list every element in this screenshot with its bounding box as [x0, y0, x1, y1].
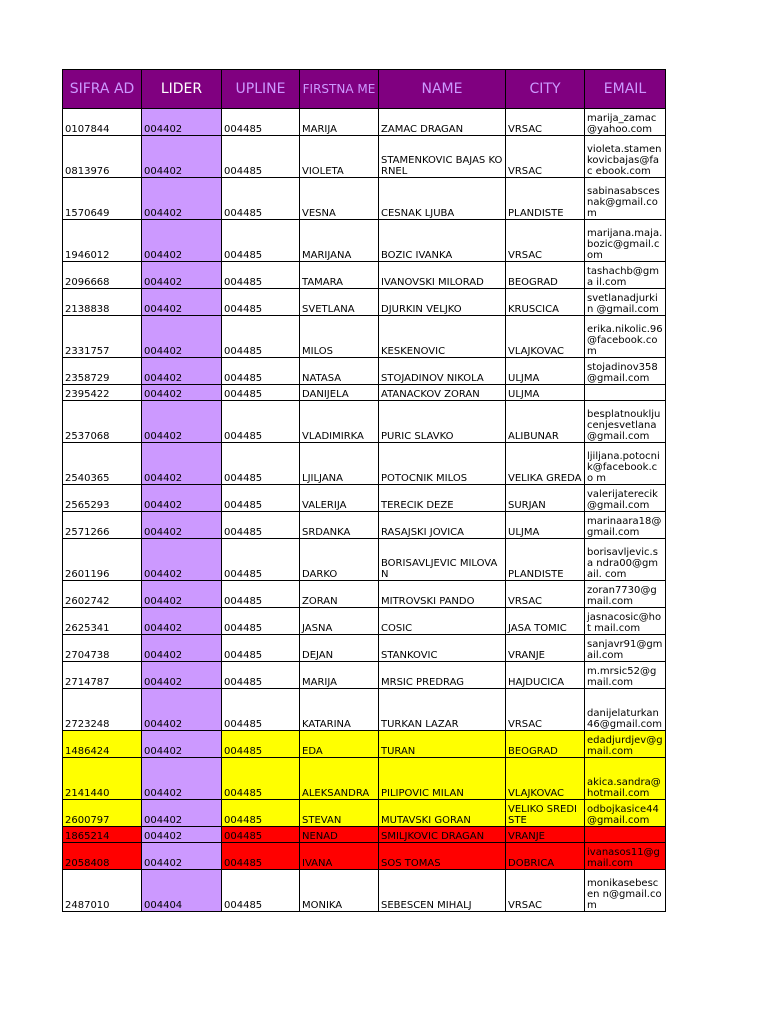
cell-email[interactable]: stojadinov358 @gmail.com	[585, 358, 666, 385]
cell-email[interactable]: erika.nikolic.96 @facebook.co m	[585, 316, 666, 358]
cell-city[interactable]: JASA TOMIC	[506, 608, 585, 635]
table-row	[63, 689, 666, 731]
cell-lider[interactable]: 004402	[142, 109, 222, 136]
cell-email[interactable]: jasnacosic@hot mail.com	[585, 608, 666, 635]
cell-email[interactable]: ivanasos11@g mail.com	[585, 843, 666, 870]
cell-name[interactable]: MRSIC PREDRAG	[379, 662, 506, 689]
cell-upline[interactable]: 004485	[222, 689, 300, 731]
cell-sifra-ad[interactable]: 2058408	[63, 843, 142, 870]
cell-email[interactable]: zoran7730@g mail.com	[585, 581, 666, 608]
cell-name[interactable]: STANKOVIC	[379, 635, 506, 662]
cell-firstname[interactable]: SVETLANA	[300, 289, 379, 316]
cell-upline[interactable]: 004485	[222, 401, 300, 443]
cell-name[interactable]: COSIC	[379, 608, 506, 635]
cell-firstname[interactable]: MARIJA	[300, 662, 379, 689]
cell-name[interactable]: SEBESCEN MIHALJ	[379, 870, 506, 912]
cell-sifra-ad[interactable]: 2565293	[63, 485, 142, 512]
cell-city[interactable]: ULJMA	[506, 358, 585, 385]
cell-upline[interactable]: 004485	[222, 870, 300, 912]
cell-upline[interactable]: 004485	[222, 539, 300, 581]
table-row	[63, 443, 666, 485]
cell-sifra-ad[interactable]: 2625341	[63, 608, 142, 635]
cell-sifra-ad[interactable]: 0813976	[63, 136, 142, 178]
cell-city[interactable]: PLANDISTE	[506, 539, 585, 581]
cell-upline[interactable]: 004485	[222, 635, 300, 662]
table-row	[63, 581, 666, 608]
cell-lider[interactable]: 004402	[142, 220, 222, 262]
cell-email[interactable]: svetlanadjurkin @gmail.com	[585, 289, 666, 316]
table-row	[63, 870, 666, 912]
cell-lider[interactable]: 004402	[142, 136, 222, 178]
header-upline[interactable]: UPLINE	[222, 70, 300, 109]
cell-firstname[interactable]: MARIJANA	[300, 220, 379, 262]
table-row	[63, 843, 666, 870]
cell-email[interactable]: sabinasabsces nak@gmail.co m	[585, 178, 666, 220]
cell-lider[interactable]: 004402	[142, 512, 222, 539]
cell-upline[interactable]: 004485	[222, 485, 300, 512]
table-row	[63, 485, 666, 512]
cell-upline[interactable]: 004485	[222, 385, 300, 401]
cell-city[interactable]: SURJAN	[506, 485, 585, 512]
cell-sifra-ad[interactable]: 2714787	[63, 662, 142, 689]
cell-email[interactable]: tashachb@gma il.com	[585, 262, 666, 289]
cell-email[interactable]: danijelaturkan 46@gmail.com	[585, 689, 666, 731]
header-email[interactable]: EMAIL	[585, 70, 666, 109]
cell-upline[interactable]: 004485	[222, 608, 300, 635]
cell-city[interactable]: BEOGRAD	[506, 262, 585, 289]
table-row	[63, 262, 666, 289]
cell-sifra-ad[interactable]: 2540365	[63, 443, 142, 485]
cell-name[interactable]: ATANACKOV ZORAN	[379, 385, 506, 401]
cell-firstname[interactable]: STEVAN	[300, 800, 379, 827]
cell-name[interactable]: PURIC SLAVKO	[379, 401, 506, 443]
cell-email[interactable]: borisavljevic.sa ndra00@gmail. com	[585, 539, 666, 581]
cell-city[interactable]: KRUSCICA	[506, 289, 585, 316]
cell-name[interactable]: KESKENOVIC	[379, 316, 506, 358]
cell-name[interactable]: TURAN	[379, 731, 506, 758]
cell-city[interactable]: VRANJE	[506, 635, 585, 662]
cell-lider[interactable]: 004402	[142, 689, 222, 731]
table-row	[63, 608, 666, 635]
table-row	[63, 662, 666, 689]
cell-email[interactable]: ljiljana.potocni k@facebook.co m	[585, 443, 666, 485]
cell-firstname[interactable]: SRDANKA	[300, 512, 379, 539]
cell-city[interactable]: DOBRICA	[506, 843, 585, 870]
cell-email[interactable]: valerijaterecik @gmail.com	[585, 485, 666, 512]
cell-sifra-ad[interactable]: 1486424	[63, 731, 142, 758]
cell-firstname[interactable]: DEJAN	[300, 635, 379, 662]
spreadsheet-table	[62, 69, 666, 912]
cell-email[interactable]: akica.sandra@ hotmail.com	[585, 758, 666, 800]
cell-lider[interactable]: 004402	[142, 385, 222, 401]
cell-lider[interactable]: 004402	[142, 289, 222, 316]
cell-city[interactable]: HAJDUCICA	[506, 662, 585, 689]
cell-city[interactable]: ULJMA	[506, 512, 585, 539]
cell-upline[interactable]: 004485	[222, 843, 300, 870]
cell-name[interactable]: MUTAVSKI GORAN	[379, 800, 506, 827]
cell-name[interactable]: TERECIK DEZE	[379, 485, 506, 512]
cell-city[interactable]: VLAJKOVAC	[506, 316, 585, 358]
cell-upline[interactable]: 004485	[222, 316, 300, 358]
cell-name[interactable]: STAMENKOVIC BAJAS KORNEL	[379, 136, 506, 178]
cell-firstname[interactable]: NATASA	[300, 358, 379, 385]
cell-sifra-ad[interactable]: 2358729	[63, 358, 142, 385]
cell-upline[interactable]: 004485	[222, 109, 300, 136]
cell-lider[interactable]: 004402	[142, 485, 222, 512]
cell-lider[interactable]: 004404	[142, 870, 222, 912]
cell-name[interactable]: SMILJKOVIC DRAGAN	[379, 827, 506, 843]
cell-name[interactable]: STOJADINOV NIKOLA	[379, 358, 506, 385]
cell-sifra-ad[interactable]: 2600797	[63, 800, 142, 827]
cell-sifra-ad[interactable]: 2537068	[63, 401, 142, 443]
cell-name[interactable]: IVANOVSKI MILORAD	[379, 262, 506, 289]
cell-lider[interactable]: 004402	[142, 539, 222, 581]
cell-name[interactable]: MITROVSKI PANDO	[379, 581, 506, 608]
cell-upline[interactable]: 004485	[222, 136, 300, 178]
cell-email[interactable]: monikasebescen n@gmail.com	[585, 870, 666, 912]
cell-sifra-ad[interactable]: 1570649	[63, 178, 142, 220]
cell-city[interactable]: BEOGRAD	[506, 731, 585, 758]
cell-name[interactable]: ZAMAC DRAGAN	[379, 109, 506, 136]
cell-upline[interactable]: 004485	[222, 443, 300, 485]
cell-email[interactable]	[585, 827, 666, 843]
cell-city[interactable]: VRSAC	[506, 581, 585, 608]
cell-email[interactable]	[585, 385, 666, 401]
table-row	[63, 731, 666, 758]
cell-lider[interactable]: 004402	[142, 843, 222, 870]
cell-city[interactable]: VLAJKOVAC	[506, 758, 585, 800]
cell-upline[interactable]: 004485	[222, 220, 300, 262]
cell-city[interactable]: ULJMA	[506, 385, 585, 401]
table-row	[63, 539, 666, 581]
cell-lider[interactable]: 004402	[142, 401, 222, 443]
cell-lider[interactable]: 004402	[142, 758, 222, 800]
table-row	[63, 401, 666, 443]
cell-lider[interactable]: 004402	[142, 662, 222, 689]
table-row	[63, 289, 666, 316]
header-name[interactable]: NAME	[379, 70, 506, 109]
cell-firstname[interactable]: KATARINA	[300, 689, 379, 731]
cell-name[interactable]: TURKAN LAZAR	[379, 689, 506, 731]
cell-upline[interactable]: 004485	[222, 178, 300, 220]
cell-city[interactable]: VELIKO SREDISTE	[506, 800, 585, 827]
cell-upline[interactable]: 004485	[222, 512, 300, 539]
cell-email[interactable]: marinaara18@ gmail.com	[585, 512, 666, 539]
cell-email[interactable]: odbojkasice44 @gmail.com	[585, 800, 666, 827]
cell-name[interactable]: BOZIC IVANKA	[379, 220, 506, 262]
cell-firstname[interactable]: VALERIJA	[300, 485, 379, 512]
cell-upline[interactable]: 004485	[222, 758, 300, 800]
cell-name[interactable]: SOS TOMAS	[379, 843, 506, 870]
header-sifra-ad[interactable]: SIFRA AD	[63, 70, 142, 109]
cell-city[interactable]: PLANDISTE	[506, 178, 585, 220]
cell-city[interactable]: VRSAC	[506, 689, 585, 731]
cell-email[interactable]: marija_zamac @yahoo.com	[585, 109, 666, 136]
cell-lider[interactable]: 004402	[142, 316, 222, 358]
cell-email[interactable]: marijana.maja. bozic@gmail.c om	[585, 220, 666, 262]
table-row	[63, 358, 666, 385]
cell-firstname[interactable]: VIOLETA	[300, 136, 379, 178]
cell-firstname[interactable]: JASNA	[300, 608, 379, 635]
table-row	[63, 512, 666, 539]
cell-sifra-ad[interactable]: 2571266	[63, 512, 142, 539]
cell-sifra-ad[interactable]: 2141440	[63, 758, 142, 800]
cell-upline[interactable]: 004485	[222, 581, 300, 608]
cell-sifra-ad[interactable]: 2601196	[63, 539, 142, 581]
cell-firstname[interactable]: MONIKA	[300, 870, 379, 912]
cell-sifra-ad[interactable]: 0107844	[63, 109, 142, 136]
cell-email[interactable]: m.mrsic52@g mail.com	[585, 662, 666, 689]
table-row	[63, 220, 666, 262]
cell-lider[interactable]: 004402	[142, 635, 222, 662]
header-city[interactable]: CITY	[506, 70, 585, 109]
table-row	[63, 316, 666, 358]
cell-firstname[interactable]: DARKO	[300, 539, 379, 581]
table-row	[63, 827, 666, 843]
cell-sifra-ad[interactable]: 2331757	[63, 316, 142, 358]
cell-firstname[interactable]: VLADIMIRKA	[300, 401, 379, 443]
table-row	[63, 385, 666, 401]
cell-city[interactable]: VRSAC	[506, 220, 585, 262]
table-row	[63, 109, 666, 136]
cell-name[interactable]: DJURKIN VELJKO	[379, 289, 506, 316]
cell-firstname[interactable]: TAMARA	[300, 262, 379, 289]
cell-name[interactable]: BORISAVLJEVIC MILOVAN	[379, 539, 506, 581]
cell-firstname[interactable]: EDA	[300, 731, 379, 758]
table-row	[63, 800, 666, 827]
cell-firstname[interactable]: ZORAN	[300, 581, 379, 608]
header-firstname[interactable]: FIRSTNA ME	[300, 70, 379, 109]
cell-sifra-ad[interactable]: 2704738	[63, 635, 142, 662]
table-row	[63, 178, 666, 220]
cell-firstname[interactable]: LJILJANA	[300, 443, 379, 485]
cell-sifra-ad[interactable]: 2138838	[63, 289, 142, 316]
cell-sifra-ad[interactable]: 2395422	[63, 385, 142, 401]
cell-lider[interactable]: 004402	[142, 608, 222, 635]
cell-lider[interactable]: 004402	[142, 800, 222, 827]
cell-lider[interactable]: 004402	[142, 581, 222, 608]
cell-lider[interactable]: 004402	[142, 827, 222, 843]
cell-name[interactable]: RASAJSKI JOVICA	[379, 512, 506, 539]
header-lider[interactable]: LIDER	[142, 70, 222, 109]
table-row	[63, 136, 666, 178]
cell-firstname[interactable]: DANIJELA	[300, 385, 379, 401]
cell-upline[interactable]: 004485	[222, 289, 300, 316]
cell-upline[interactable]: 004485	[222, 358, 300, 385]
cell-sifra-ad[interactable]: 2723248	[63, 689, 142, 731]
table-body	[63, 109, 666, 912]
cell-sifra-ad[interactable]: 2602742	[63, 581, 142, 608]
cell-lider[interactable]: 004402	[142, 358, 222, 385]
cell-sifra-ad[interactable]: 2096668	[63, 262, 142, 289]
header-row	[63, 70, 666, 109]
cell-upline[interactable]: 004485	[222, 731, 300, 758]
cell-email[interactable]: violeta.stamen kovicbajas@fac ebook.com	[585, 136, 666, 178]
cell-city[interactable]: VRSAC	[506, 870, 585, 912]
cell-sifra-ad[interactable]: 1946012	[63, 220, 142, 262]
cell-upline[interactable]: 004485	[222, 262, 300, 289]
cell-name[interactable]: CESNAK LJUBA	[379, 178, 506, 220]
cell-name[interactable]: POTOCNIK MILOS	[379, 443, 506, 485]
cell-sifra-ad[interactable]: 2487010	[63, 870, 142, 912]
cell-lider[interactable]: 004402	[142, 262, 222, 289]
cell-email[interactable]: besplatnouklju cenjesvetlana @gmail.com	[585, 401, 666, 443]
cell-name[interactable]: PILIPOVIC MILAN	[379, 758, 506, 800]
cell-upline[interactable]: 004485	[222, 800, 300, 827]
cell-lider[interactable]: 004402	[142, 731, 222, 758]
table-row	[63, 758, 666, 800]
cell-lider[interactable]: 004402	[142, 178, 222, 220]
cell-city[interactable]: VRSAC	[506, 109, 585, 136]
cell-firstname[interactable]: VESNA	[300, 178, 379, 220]
cell-city[interactable]: ALIBUNAR	[506, 401, 585, 443]
cell-firstname[interactable]: MARIJA	[300, 109, 379, 136]
cell-lider[interactable]: 004402	[142, 443, 222, 485]
cell-email[interactable]: edadjurdjev@g mail.com	[585, 731, 666, 758]
cell-upline[interactable]: 004485	[222, 662, 300, 689]
cell-email[interactable]: sanjavr91@gm ail.com	[585, 635, 666, 662]
cell-firstname[interactable]: MILOS	[300, 316, 379, 358]
cell-city[interactable]: VRANJE	[506, 827, 585, 843]
cell-city[interactable]: VRSAC	[506, 136, 585, 178]
cell-city[interactable]: VELIKA GREDA	[506, 443, 585, 485]
cell-sifra-ad[interactable]: 1865214	[63, 827, 142, 843]
cell-firstname[interactable]: NENAD	[300, 827, 379, 843]
table-row	[63, 635, 666, 662]
cell-firstname[interactable]: IVANA	[300, 843, 379, 870]
cell-upline[interactable]: 004485	[222, 827, 300, 843]
cell-firstname[interactable]: ALEKSANDRA	[300, 758, 379, 800]
